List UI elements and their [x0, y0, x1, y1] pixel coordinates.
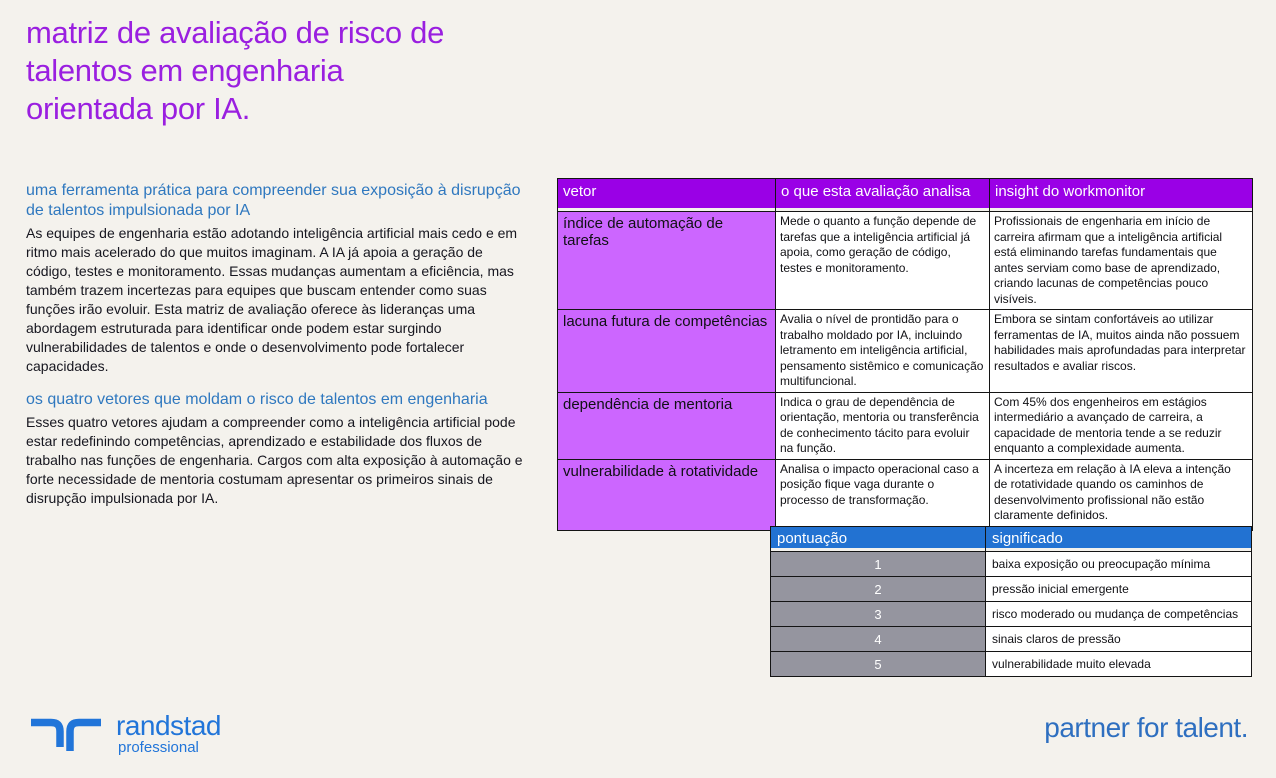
- page-title: [26, 14, 444, 128]
- vector-table: [557, 178, 1253, 531]
- tagline: partner for talent.: [1044, 712, 1248, 743]
- table-row: [558, 212, 1253, 310]
- page-title-line: talentos em engenharia: [26, 53, 344, 88]
- vector-table-header-row: [558, 179, 1253, 212]
- score-table-header-significado: significado: [986, 527, 1252, 552]
- brand-name: randstad: [116, 710, 221, 741]
- insight-cell: A incerteza em relação à IA eleva a intenção de rotatividade quando os caminhos de desenvolvimento profissional não estão claramente definidos.: [990, 459, 1253, 530]
- analysis-cell: Indica o grau de dependência de orientação, mentoria ou transferência de conhecimento tácito para evoluir na função.: [776, 392, 990, 459]
- table-row: [558, 310, 1253, 393]
- analysis-cell: Mede o quanto a função depende de tarefas que a inteligência artificial já apoia, como geração de código, testes e monitoramento.: [776, 212, 990, 310]
- meaning-cell: vulnerabilidade muito elevada: [986, 652, 1252, 677]
- meaning-cell: sinais claros de pressão: [986, 627, 1252, 652]
- table-row: [558, 459, 1253, 530]
- vector-table-header-insight: insight do workmonitor: [990, 179, 1253, 212]
- vector-table-header-vetor: vetor: [558, 179, 776, 212]
- page-title-line: matriz de avaliação de risco de: [26, 15, 445, 50]
- meaning-cell: risco moderado ou mudança de competências: [986, 602, 1252, 627]
- vector-cell: dependência de mentoria: [558, 392, 776, 459]
- analysis-cell: Analisa o impacto operacional caso a posição fique vaga durante o processo de transformação.: [776, 459, 990, 530]
- randstad-symbol-icon: [29, 716, 103, 754]
- meaning-cell: pressão inicial emergente: [986, 577, 1252, 602]
- table-row: [771, 552, 1252, 577]
- table-row: [771, 652, 1252, 677]
- score-cell: 1: [771, 552, 986, 577]
- vector-cell: vulnerabilidade à rotatividade: [558, 459, 776, 530]
- meaning-cell: baixa exposição ou preocupação mínima: [986, 552, 1252, 577]
- score-table-header-row: [771, 527, 1252, 552]
- intro-heading-exposure: uma ferramenta prática para compreender sua exposição à disrupção de talentos impulsionada por IA: [26, 182, 521, 219]
- page-title-line: orientada por IA.: [26, 91, 251, 126]
- insight-cell: Embora se sintam confortáveis ao utilizar ferramentas de IA, muitos ainda não possuem habilidades mais aprofundadas para interpretar resultados e avaliar riscos.: [990, 310, 1253, 393]
- intro-column: [26, 181, 529, 522]
- insight-cell: Com 45% dos engenheiros em estágios intermediário a avançado de carreira, a capacidade de mentoria tende a se reduzir enquanto a complexidade aumenta.: [990, 392, 1253, 459]
- table-row: [771, 627, 1252, 652]
- randstad-logo: [29, 712, 221, 756]
- table-row: [558, 392, 1253, 459]
- brand-subtitle: professional: [118, 739, 199, 756]
- table-row: [771, 577, 1252, 602]
- insight-cell: Profissionais de engenharia em início de carreira afirmam que a inteligência artificial está eliminando tarefas fundamentais que antes serviam como base de aprendizado, criando lacunas de competências pouco visíveis.: [990, 212, 1253, 310]
- intro-paragraph-2: Esses quatro vetores ajudam a compreender como a inteligência artificial pode estar redefinindo competências, aprendizado e estabilidade dos fluxos de trabalho nas funções de engenharia. Cargos com alta exposição à automação e forte necessidade de mentoria costumam apresentar os primeiros sinais de disrupção impulsionada por IA.: [26, 414, 523, 506]
- intro-paragraph-1: As equipes de engenharia estão adotando inteligência artificial mais cedo e em ritmo mais acelerado do que muitos imaginam. A IA já apoia a geração de código, testes e monitoramento. Essas mudanças aumentam a eficiência, mas também trazem incertezas para equipes que buscam entender como suas funções irão evoluir. Esta matriz de avaliação oferece às lideranças uma abordagem estruturada para identificar onde podem estar surgindo vulnerabilidades de talentos e onde o desenvolvimento pode fortalecer capacidades.: [26, 225, 518, 374]
- score-cell: 3: [771, 602, 986, 627]
- vector-cell: índice de automação de tarefas: [558, 212, 776, 310]
- score-cell: 2: [771, 577, 986, 602]
- score-table: [770, 526, 1252, 677]
- brand-wordmark: [116, 712, 221, 756]
- intro-heading-vectors: os quatro vetores que moldam o risco de talentos em engenharia: [26, 391, 488, 408]
- score-table-header-pontuacao: pontuação: [771, 527, 986, 552]
- analysis-cell: Avalia o nível de prontidão para o trabalho moldado por IA, incluindo letramento em inteligência artificial, pensamento sistêmico e comunicação multifuncional.: [776, 310, 990, 393]
- vector-cell: lacuna futura de competências: [558, 310, 776, 393]
- score-cell: 4: [771, 627, 986, 652]
- vector-table-header-analisa: o que esta avaliação analisa: [776, 179, 990, 212]
- score-cell: 5: [771, 652, 986, 677]
- table-row: [771, 602, 1252, 627]
